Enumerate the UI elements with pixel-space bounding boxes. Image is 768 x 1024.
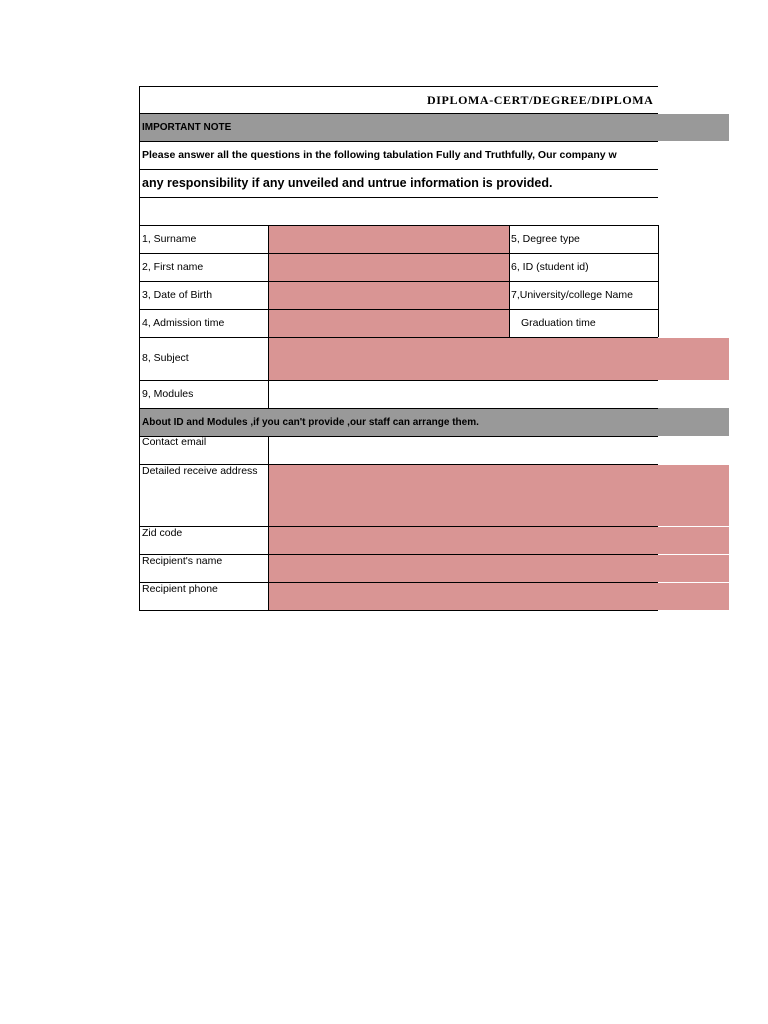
grid-line (139, 113, 658, 114)
grid-line (139, 526, 658, 527)
id-modules-note-text: About ID and Modules ,if you can't provide ,our staff can arrange them. (142, 416, 479, 428)
grid-line (139, 141, 658, 142)
grid-line (139, 436, 658, 437)
grid-line (268, 225, 269, 337)
recipient-phone-input[interactable] (269, 583, 729, 610)
grid-line (139, 380, 658, 381)
recipient-name-label: Recipient's name (142, 555, 223, 567)
grid-line (139, 554, 658, 555)
date-of-birth-label: 3, Date of Birth (142, 288, 213, 301)
first-name-input[interactable] (269, 254, 509, 281)
modules-label: 9, Modules (142, 387, 194, 400)
recipient-name-input[interactable] (269, 555, 729, 582)
date-of-birth-input[interactable] (269, 282, 509, 309)
grid-line (268, 337, 269, 408)
address-label: Detailed receive address (142, 465, 258, 477)
grid-line (139, 225, 658, 226)
grid-line (139, 337, 658, 338)
grid-line (139, 610, 658, 611)
address-input[interactable] (269, 465, 729, 526)
grid-line (139, 169, 658, 170)
student-id-label: 6, ID (student id) (511, 260, 589, 273)
university-name-label: 7,University/college Name (511, 288, 633, 301)
important-note-bar (140, 114, 729, 141)
form-title-cell (140, 87, 658, 113)
admission-time-label: 4, Admission time (142, 316, 225, 329)
subject-label: 8, Subject (142, 352, 189, 364)
grid-line (139, 281, 658, 282)
graduation-time-label: Graduation time (521, 316, 596, 329)
subject-input[interactable] (269, 338, 729, 380)
contact-email-label: Contact email (142, 436, 207, 448)
grid-line (139, 86, 658, 87)
surname-label: 1, Surname (142, 232, 197, 245)
id-modules-note-bar (140, 408, 729, 436)
instruction-line-2: any responsibility if any unveiled and untrue information is provided. (142, 175, 553, 190)
instruction-line-1-cell (140, 141, 658, 169)
instruction-line-1: Please answer all the questions in the following tabulation Fully and Truthfully, Our company w (142, 148, 617, 161)
degree-type-label: 5, Degree type (511, 232, 580, 245)
instruction-line-2-cell (140, 169, 658, 197)
surname-input[interactable] (269, 226, 509, 253)
grid-line (139, 309, 658, 310)
grid-line (139, 86, 140, 611)
first-name-label: 2, First name (142, 260, 204, 273)
grid-line (509, 225, 510, 337)
zip-code-input[interactable] (269, 527, 729, 554)
grid-line (139, 582, 658, 583)
recipient-phone-label: Recipient phone (142, 583, 218, 595)
contact-email-input[interactable] (269, 437, 658, 464)
grid-line (139, 253, 658, 254)
form-title: DIPLOMA-CERT/DEGREE/DIPLOMA (427, 92, 654, 107)
grid-line (658, 225, 659, 337)
important-note-label: IMPORTANT NOTE (142, 122, 232, 133)
zip-code-label: Zid code (142, 527, 183, 539)
grid-line (268, 436, 269, 611)
modules-input[interactable] (269, 381, 658, 408)
admission-time-input[interactable] (269, 310, 509, 337)
grid-line (139, 197, 658, 198)
grid-line (139, 408, 658, 409)
grid-line (139, 464, 658, 465)
